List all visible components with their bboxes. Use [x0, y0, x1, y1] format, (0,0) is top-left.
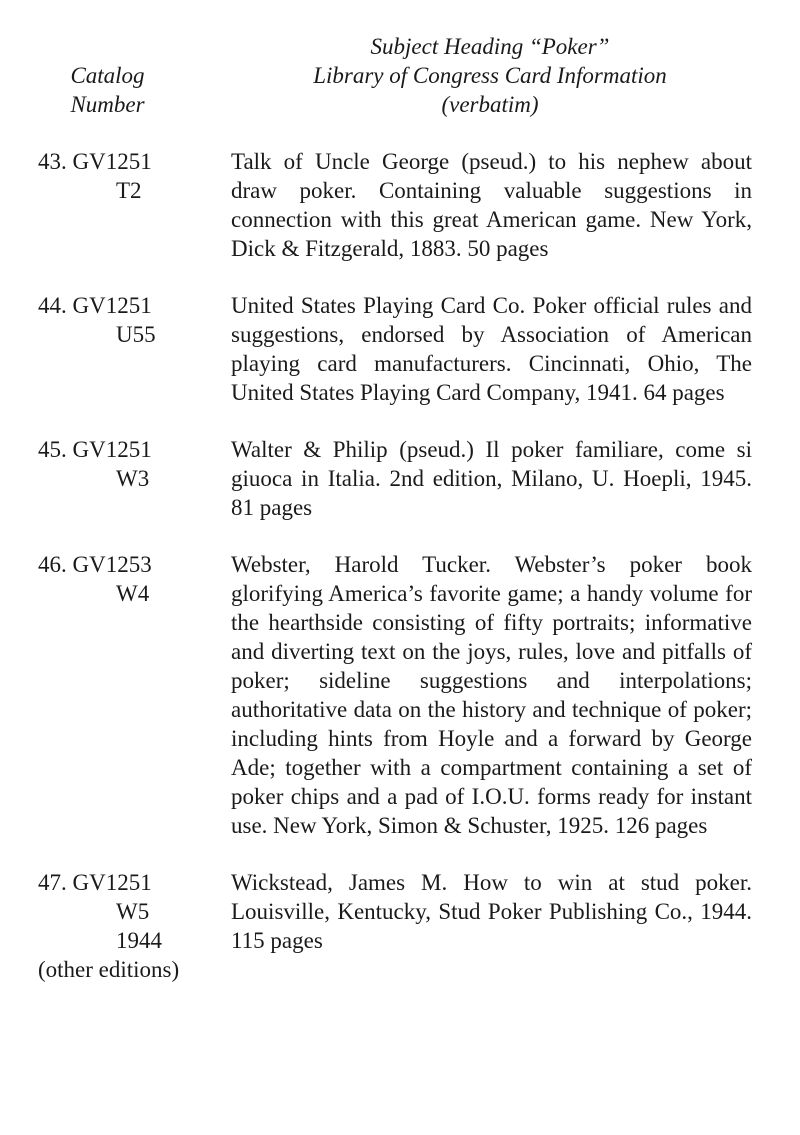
catalog-number [38, 550, 223, 608]
catalog-number [38, 435, 223, 493]
catalog-number-heading [40, 61, 175, 119]
cutter-number: W3 [116, 466, 150, 491]
catalog-entries-list [0, 147, 800, 983]
cutter-number: W5 [116, 899, 150, 924]
call-number: GV1251 [72, 870, 152, 895]
entry-number: 45. [38, 437, 67, 462]
catalog-number [38, 291, 223, 349]
entry-number: 47. [38, 870, 67, 895]
call-number-line [38, 291, 223, 320]
catalog-entry [0, 868, 800, 982]
entry-description: Walter & Philip (pseud.) Il poker familiare, come si giuoca in Italia. 2nd edition, Milano, U. Hoepli, 1945. 81 pages [231, 437, 752, 520]
subject-heading-line: (verbatim) [441, 92, 539, 117]
entry-number: 43. [38, 149, 67, 174]
cutter-number: U55 [116, 322, 156, 347]
call-number: GV1251 [72, 293, 152, 318]
subject-heading [228, 32, 752, 119]
entry-description: Webster, Harold Tucker. Webster’s poker book glorifying America’s favorite game; a handy volume for the hearthside consisting of fifty portraits; informative and diverting text on the joys, rules, love and pitfalls of poker; sideline suggestions and interpolations; authoritative data on the history and technique of poker; including hints from Hoyle and a forward by George Ade; together with a compartment containing a set of poker chips and a pad of I.O.U. forms ready for instant use. New York, Simon & Schuster, 1925. 126 pages [231, 552, 752, 838]
entry-number: 44. [38, 293, 67, 318]
cutter-number: T2 [116, 178, 142, 203]
catalog-entry [0, 291, 800, 407]
catalog-number [38, 147, 223, 205]
call-number: GV1253 [72, 552, 152, 577]
subject-heading-line: Library of Congress Card Information [313, 63, 667, 88]
call-number-line [38, 868, 223, 897]
edition-note: (other editions) [38, 957, 180, 982]
catalog-number [38, 868, 223, 984]
call-number-line [38, 147, 223, 176]
cutter-number: W4 [116, 581, 150, 606]
catalog-entry [0, 435, 800, 522]
entry-description: Talk of Uncle George (pseud.) to his nephew about draw poker. Containing valuable suggestions in connection with this great American game. New York, Dick & Fitzgerald, 1883. 50 pages [231, 149, 752, 261]
catalog-heading-line: Catalog [70, 63, 145, 88]
call-number-line [38, 550, 223, 579]
subject-heading-line: Subject Heading “Poker” [370, 34, 610, 59]
catalog-entry [0, 550, 800, 840]
call-number: GV1251 [72, 149, 152, 174]
catalog-entry [0, 147, 800, 263]
call-number-line [38, 435, 223, 464]
entry-number: 46. [38, 552, 67, 577]
entry-description: Wickstead, James M. How to win at stud poker. Louisville, Kentucky, Stud Poker Publishing Co., 1944. 115 pages [231, 870, 752, 953]
catalog-heading-line: Number [70, 92, 145, 117]
call-number: GV1251 [72, 437, 152, 462]
edition-year: 1944 [116, 928, 162, 953]
entry-description: United States Playing Card Co. Poker official rules and suggestions, endorsed by Association of American playing card manufacturers. Cincinnati, Ohio, The United States Playing Card Company, 1941. 64 pages [231, 293, 752, 405]
